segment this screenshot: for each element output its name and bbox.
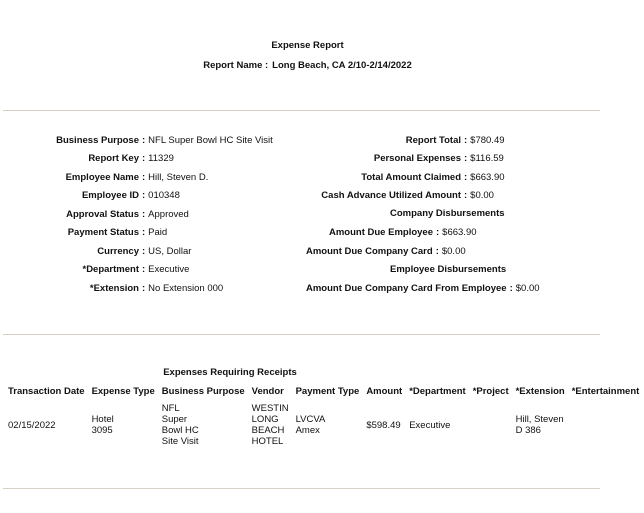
disbursement-value: $663.90 <box>442 227 477 239</box>
total-label: Personal Expenses <box>373 153 461 165</box>
amount-due-company-card: Amount Due Company Card : $0.00 <box>300 242 615 261</box>
detail-label: Employee Name <box>65 171 139 183</box>
amount-due-company-card-from-employee: Amount Due Company Card From Employee : $0.00 <box>300 279 615 298</box>
cell-transaction-date: 02/15/2022 <box>8 419 56 431</box>
detail-label: Report Key <box>88 153 139 165</box>
disbursement-value: $0.00 <box>441 245 466 257</box>
employee-disbursements-heading: Employee Disbursements <box>390 263 507 275</box>
column-header-department: *Department <box>409 386 466 397</box>
total-personal-expenses: Personal Expenses : $116.59 <box>300 150 615 169</box>
detail-report-key: Report Key : 11329 <box>0 150 300 169</box>
detail-value: Approved <box>148 208 189 220</box>
column-header-expense-type: Expense Type <box>91 386 155 397</box>
column-header-entertainment: *Entertainment <box>571 386 640 397</box>
cell-project <box>471 399 514 449</box>
detail-value: Executive <box>148 264 190 276</box>
total-report-total: Report Total : $780.49 <box>300 131 615 150</box>
receipts-table <box>6 384 644 449</box>
detail-value: 010348 <box>148 190 180 202</box>
total-label: Cash Advance Utilized Amount <box>321 190 461 202</box>
cell-extension: Hill, Steven D 386 <box>515 414 564 436</box>
detail-label: Employee ID <box>81 190 139 202</box>
detail-department: *Department : Executive <box>0 261 300 280</box>
amount-due-employee: Amount Due Employee : $663.90 <box>300 224 615 243</box>
report-name-label: Report Name : <box>203 60 269 71</box>
divider-bottom <box>3 488 600 489</box>
column-header-vendor: Vendor <box>251 386 284 397</box>
cell-entertainment <box>570 399 644 449</box>
cell-amount: $598.49 <box>366 419 401 431</box>
detail-value: Paid <box>148 227 168 239</box>
cell-payment-type: LVCVA Amex <box>295 414 326 436</box>
detail-value: NFL Super Bowl HC Site Visit <box>148 134 273 146</box>
table-row <box>6 399 644 449</box>
total-cash-advance: Cash Advance Utilized Amount : $0.00 <box>300 187 615 206</box>
detail-value: US, Dollar <box>148 245 192 257</box>
divider-middle <box>3 334 600 335</box>
detail-employee-name: Employee Name : Hill, Steven D. <box>0 168 300 187</box>
report-name-value: Long Beach, CA 2/10-2/14/2022 <box>272 60 412 71</box>
total-value: $0.00 <box>470 190 494 202</box>
report-name <box>0 60 615 71</box>
detail-label: Approval Status <box>66 208 139 220</box>
report-details-right <box>300 131 615 298</box>
detail-label: Payment Status <box>67 227 139 239</box>
detail-value: No Extension 000 <box>148 282 224 294</box>
disbursement-label: Amount Due Company Card <box>306 245 433 257</box>
report-title: Expense Report <box>271 40 344 51</box>
column-header-business-purpose: Business Purpose <box>161 386 245 397</box>
cell-expense-type: Hotel 3095 <box>91 414 114 436</box>
total-value: $116.59 <box>470 153 504 165</box>
column-header-extension: *Extension <box>515 386 565 397</box>
detail-payment-status: Payment Status : Paid <box>0 224 300 243</box>
detail-business-purpose: Business Purpose : NFL Super Bowl HC Site Visit <box>0 131 300 150</box>
disbursement-label: Amount Due Employee <box>329 227 433 239</box>
detail-label: Currency <box>97 245 139 257</box>
disbursement-value: $0.00 <box>515 282 540 294</box>
column-header-payment-type: Payment Type <box>295 386 360 397</box>
receipts-header-row <box>6 384 644 399</box>
detail-approval-status: Approval Status : Approved <box>0 205 300 224</box>
detail-label: *Extension <box>89 282 139 294</box>
detail-value: Hill, Steven D. <box>148 171 209 183</box>
total-value: $663.90 <box>470 171 505 183</box>
receipts-section-title: Expenses Requiring Receipts <box>163 367 297 378</box>
company-disbursements-heading: Company Disbursements <box>390 208 505 219</box>
detail-label: Business Purpose <box>56 134 139 146</box>
detail-extension: *Extension : No Extension 000 <box>0 279 300 298</box>
detail-currency: Currency : US, Dollar <box>0 242 300 261</box>
total-amount-claimed: Total Amount Claimed : $663.90 <box>300 168 615 187</box>
detail-employee-id: Employee ID : 010348 <box>0 187 300 206</box>
cell-department: Executive <box>409 419 451 431</box>
divider-top <box>3 110 600 111</box>
disbursement-label: Amount Due Company Card From Employee <box>306 282 507 294</box>
detail-label: *Department <box>82 264 139 276</box>
total-label: Report Total <box>405 134 461 146</box>
total-value: $780.49 <box>470 134 505 146</box>
detail-value: 11329 <box>148 153 174 165</box>
cell-business-purpose: NFL Super Bowl HC Site Visit <box>161 403 199 447</box>
column-header-amount: Amount <box>366 386 403 397</box>
total-label: Total Amount Claimed <box>361 171 461 183</box>
column-header-project: *Project <box>472 386 509 397</box>
report-details-left <box>0 131 300 298</box>
cell-vendor: WESTIN LONG BEACH HOTEL <box>251 403 289 447</box>
column-header-transaction-date: Transaction Date <box>8 386 85 397</box>
